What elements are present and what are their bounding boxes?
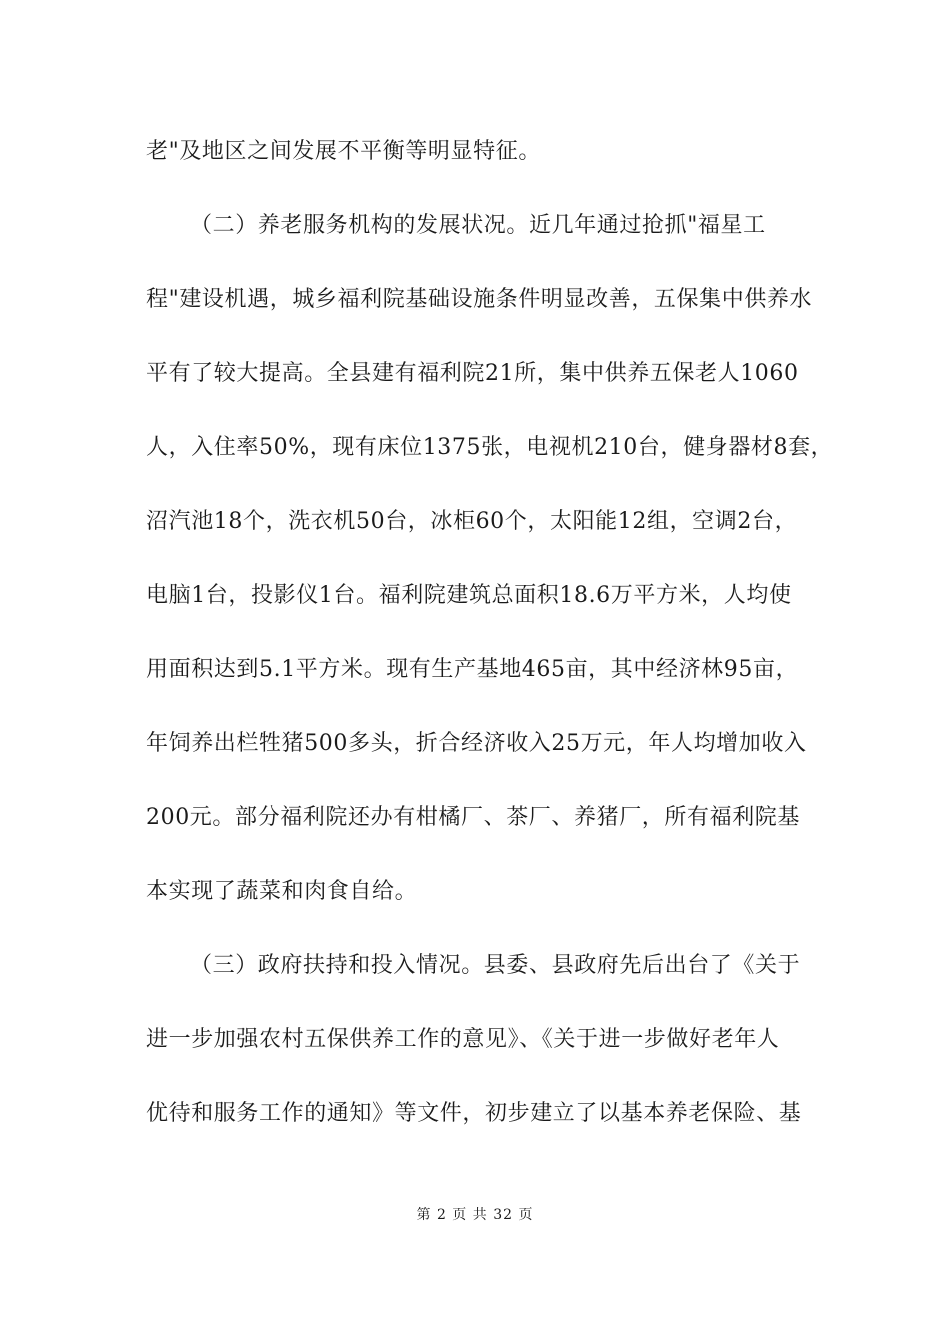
text-line-3: 程"建设机遇，城乡福利院基础设施条件明显改善，五保集中供养水 [146, 287, 813, 312]
text-line-9: 年饲养出栏牲猪500多头，折合经济收入25万元，年人均增加收入 [146, 731, 807, 756]
text-line-4: 平有了较大提高。全县建有福利院21所，集中供养五保老人1060 [146, 361, 799, 386]
text-line-5: 人，入住率50%，现有床位1375张，电视机210台，健身器材8套， [146, 435, 834, 460]
text-line-14: 优待和服务工作的通知》等文件，初步建立了以基本养老保险、基 [146, 1101, 802, 1126]
page-number-footer: 第 2 页 共 32 页 [416, 1207, 534, 1223]
text-line-12: （三）政府扶持和投入情况。县委、县政府先后出台了《关于 [190, 953, 801, 978]
text-line-6: 沼汽池18个，洗衣机50台，冰柜60个，太阳能12组，空调2台， [146, 509, 798, 534]
text-line-13: 进一步加强农村五保供养工作的意见》、《关于进一步做好老年人 [146, 1027, 780, 1052]
text-line-10: 200元。部分福利院还办有柑橘厂、茶厂、养猪厂，所有福利院基 [146, 805, 800, 830]
text-line-2: （二）养老服务机构的发展状况。近几年通过抢抓"福星工 [190, 213, 766, 238]
text-line-7: 电脑1台，投影仪1台。福利院建筑总面积18.6万平方米，人均使 [146, 583, 792, 608]
text-line-11: 本实现了蔬菜和肉食自给。 [146, 879, 418, 904]
text-line-1: 老"及地区之间发展不平衡等明显特征。 [146, 139, 541, 164]
text-line-8: 用面积达到5.1平方米。现有生产基地465亩，其中经济林95亩， [146, 657, 799, 682]
